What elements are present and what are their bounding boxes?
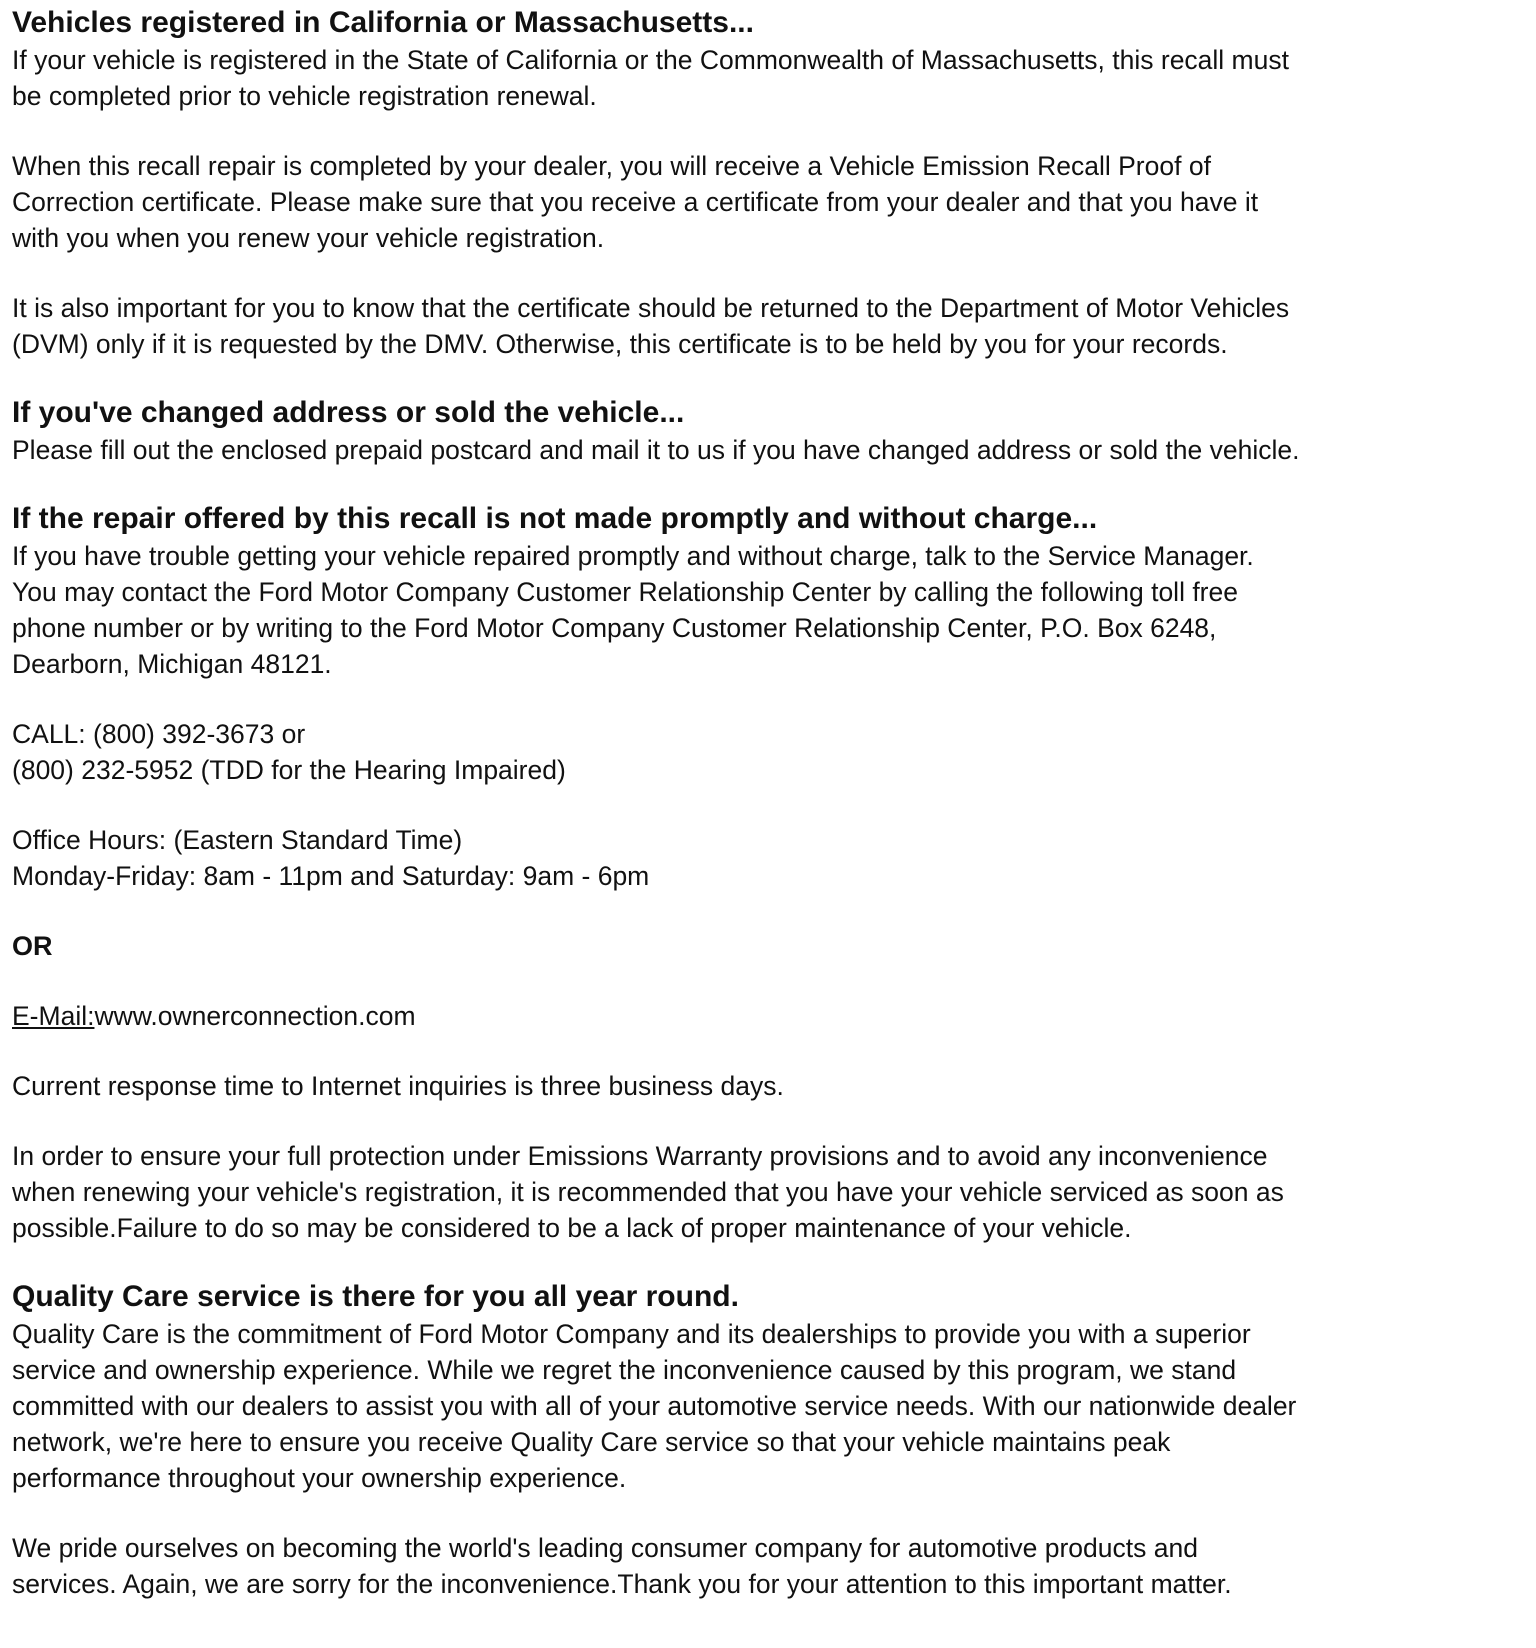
heading-quality-care: Quality Care service is there for you all year round. xyxy=(12,1280,739,1313)
paragraph-email xyxy=(12,998,1522,1034)
text-line: Current response time to Internet inquiries is three business days. xyxy=(12,1071,784,1101)
text-line: performance throughout your ownership experience. xyxy=(12,1463,627,1493)
text-line: It is also important for you to know that the certificate should be returned to the Department of Motor Vehicles xyxy=(12,293,1290,323)
text-line: When this recall repair is completed by your dealer, you will receive a Vehicle Emission Recall Proof of xyxy=(12,151,1211,181)
text-line: be completed prior to vehicle registration renewal. xyxy=(12,81,597,111)
text-line: when renewing your vehicle's registration, it is recommended that you have your vehicle serviced as soon as xyxy=(12,1177,1284,1207)
text-line: with you when you renew your vehicle registration. xyxy=(12,223,605,253)
text-line: Quality Care is the commitment of Ford Motor Company and its dealerships to provide you with a superior xyxy=(12,1319,1251,1349)
heading-repair-not-prompt: If the repair offered by this recall is not made promptly and without charge... xyxy=(12,502,1098,535)
paragraph-registration-renewal xyxy=(12,42,1522,114)
office-hours-label: Office Hours: (Eastern Standard Time) xyxy=(12,825,463,855)
paragraph-postcard xyxy=(12,432,1522,468)
office-hours-days: Monday-Friday: 8am - 11pm and Saturday: 9am - 6pm xyxy=(12,861,650,891)
paragraph-proof-of-correction xyxy=(12,148,1522,256)
paragraph-office-hours xyxy=(12,822,1522,894)
paragraph-customer-relationship-center xyxy=(12,538,1522,682)
email-label: E-Mail: xyxy=(12,1001,95,1031)
paragraph-closing xyxy=(12,1530,1522,1602)
text-line: phone number or by writing to the Ford Motor Company Customer Relationship Center, P.O. Box 6248, xyxy=(12,613,1217,643)
text-line: In order to ensure your full protection under Emissions Warranty provisions and to avoid any inconvenience xyxy=(12,1141,1268,1171)
tdd-line: (800) 232-5952 (TDD for the Hearing Impaired) xyxy=(12,755,566,785)
text-line: If your vehicle is registered in the State of California or the Commonwealth of Massachusetts, this recall must xyxy=(12,45,1289,75)
text-line: service and ownership experience. While we regret the inconvenience caused by this program, we stand xyxy=(12,1355,1237,1385)
paragraph-certificate-return xyxy=(12,290,1522,362)
heading-changed-address: If you've changed address or sold the vehicle... xyxy=(12,396,685,429)
paragraph-emissions-warranty xyxy=(12,1138,1522,1246)
text-line: We pride ourselves on becoming the world's leading consumer company for automotive products and xyxy=(12,1533,1198,1563)
text-line: services. Again, we are sorry for the inconvenience.Thank you for your attention to this important matter. xyxy=(12,1569,1232,1599)
email-link[interactable]: www.ownerconnection.com xyxy=(94,1001,416,1031)
paragraph-phone-numbers xyxy=(12,716,1522,788)
text-line: Please fill out the enclosed prepaid postcard and mail it to us if you have changed address or sold the vehicle. xyxy=(12,435,1300,465)
text-line: possible.Failure to do so may be considered to be a lack of proper maintenance of your vehicle. xyxy=(12,1213,1132,1243)
paragraph-quality-care-commitment xyxy=(12,1316,1522,1496)
text-line: Dearborn, Michigan 48121. xyxy=(12,649,332,679)
text-line: Correction certificate. Please make sure that you receive a certificate from your dealer and that you have it xyxy=(12,187,1259,217)
text-line: committed with our dealers to assist you with all of your automotive service needs. With our nationwide dealer xyxy=(12,1391,1297,1421)
text-line: If you have trouble getting your vehicle repaired promptly and without charge, talk to the Service Manager. xyxy=(12,541,1254,571)
paragraph-response-time xyxy=(12,1068,1522,1104)
text-line: network, we're here to ensure you receive Quality Care service so that your vehicle maintains peak xyxy=(12,1427,1171,1457)
text-line: You may contact the Ford Motor Company Customer Relationship Center by calling the following toll free xyxy=(12,577,1238,607)
heading-ca-ma: Vehicles registered in California or Massachusetts... xyxy=(12,6,754,39)
or-separator: OR xyxy=(12,931,53,961)
call-line: CALL: (800) 392-3673 or xyxy=(12,719,306,749)
text-line: (DVM) only if it is requested by the DMV. Otherwise, this certificate is to be held by you for your records. xyxy=(12,329,1228,359)
